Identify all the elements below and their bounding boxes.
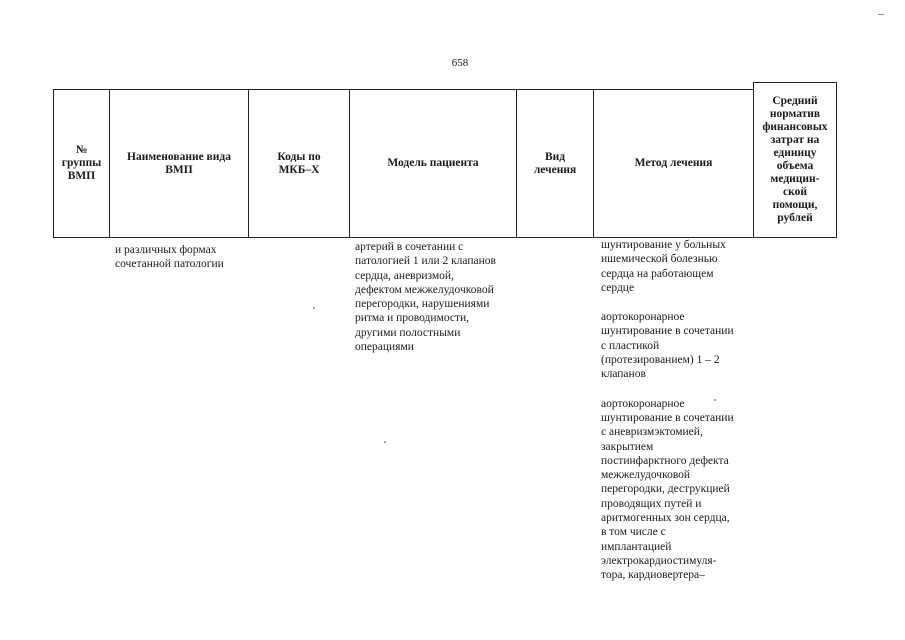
text-line: (протезированием) 1 – 2 xyxy=(601,354,720,367)
text-line: норматив xyxy=(769,107,821,120)
patient-model-cell xyxy=(355,240,515,354)
text-line: финансовых xyxy=(762,120,828,133)
text-line: с пластикой xyxy=(601,339,660,352)
scan-speck xyxy=(714,399,716,401)
text-line: перегородки, нарушениями xyxy=(355,298,490,311)
text-line: лечения xyxy=(533,163,577,176)
text-line: Модель пациента xyxy=(387,157,479,169)
col-divider xyxy=(836,82,837,238)
text-line: Наименование вида xyxy=(127,150,231,163)
scan-speck xyxy=(878,14,884,15)
text-line: аортокоронарное xyxy=(601,397,685,410)
text-line: рублей xyxy=(777,211,813,224)
page-number: 658 xyxy=(451,57,469,69)
text-line: ишемической болезнью xyxy=(601,253,718,266)
text-line: шунтирование в сочетании xyxy=(601,325,734,338)
header-cell-treatment-type xyxy=(517,90,593,237)
text-line: патологией 1 или 2 клапанов xyxy=(355,255,496,268)
text-line: проводящих путей и xyxy=(601,497,702,510)
text-line: артерий в сочетании с xyxy=(355,241,464,253)
text-line: в том числе с xyxy=(601,526,666,539)
text-line: ВМП xyxy=(165,163,193,176)
text-line: аортокоронарное xyxy=(601,311,685,324)
header-cell-patient-model xyxy=(350,90,516,237)
text-line: шунтирование у больных xyxy=(601,239,726,251)
header-cell-average-cost xyxy=(754,82,836,237)
text-line: Средний xyxy=(772,94,818,107)
text-line: шунтирование в сочетании xyxy=(601,411,734,424)
text-line: единицу xyxy=(773,146,817,159)
text-line: МКБ–Х xyxy=(278,163,320,176)
header-cell-icd-codes xyxy=(249,90,349,237)
text-line: и различных формах xyxy=(115,244,217,256)
text-line: другими полостными xyxy=(355,326,461,339)
treatment-method-item xyxy=(601,310,761,381)
treatment-method-list xyxy=(601,238,761,583)
text-line: медицин- xyxy=(770,172,820,185)
text-line: ВМП xyxy=(67,170,96,182)
header-cell-treatment-method xyxy=(594,90,753,237)
text-line: электрокардиостимуля- xyxy=(601,554,717,567)
text-line: объема xyxy=(776,159,814,172)
text-line: Вид xyxy=(544,150,566,163)
treatment-method-item xyxy=(601,397,761,583)
text-line: с аневризмэктомией, xyxy=(601,426,703,439)
header-cell-vmp-name xyxy=(110,90,248,237)
text-line: группы xyxy=(61,157,102,169)
text-line: тора, кардиовертера– xyxy=(601,569,705,582)
text-line: имплантацией xyxy=(601,540,672,553)
text-line: клапанов xyxy=(601,368,646,381)
text-line: ритма и проводимости, xyxy=(355,312,470,325)
treatment-method-item xyxy=(601,238,761,295)
text-line: сердце xyxy=(601,281,635,294)
treatment-method-cell xyxy=(601,238,761,598)
text-line: постинфарктного дефекта xyxy=(601,454,729,467)
text-line: сердца, аневризмой, xyxy=(355,269,454,282)
text-line: межжелудочковой xyxy=(601,469,691,482)
text-line: сочетанной патологии xyxy=(115,258,224,271)
text-line: затрат на xyxy=(770,133,820,146)
text-line: сердца на работающем xyxy=(601,267,714,280)
text-line: ской xyxy=(783,185,807,198)
text-line: Коды по xyxy=(277,150,321,163)
table-header xyxy=(53,82,837,238)
vmp-name-cell xyxy=(115,243,245,272)
header-cell-group-number xyxy=(54,90,109,237)
text-line: закрытием xyxy=(601,440,654,453)
text-line: аритмогенных зон сердца, xyxy=(601,512,730,525)
text-line: перегородки, деструкцией xyxy=(601,483,730,496)
text-line: операциями xyxy=(355,341,414,354)
text-line: Метод лечения xyxy=(634,157,713,169)
scan-speck xyxy=(313,307,315,309)
text-line: № xyxy=(75,144,88,156)
text-line: дефектом межжелудочковой xyxy=(355,283,494,296)
text-line: помощи, xyxy=(772,198,818,211)
scan-speck xyxy=(384,441,386,443)
